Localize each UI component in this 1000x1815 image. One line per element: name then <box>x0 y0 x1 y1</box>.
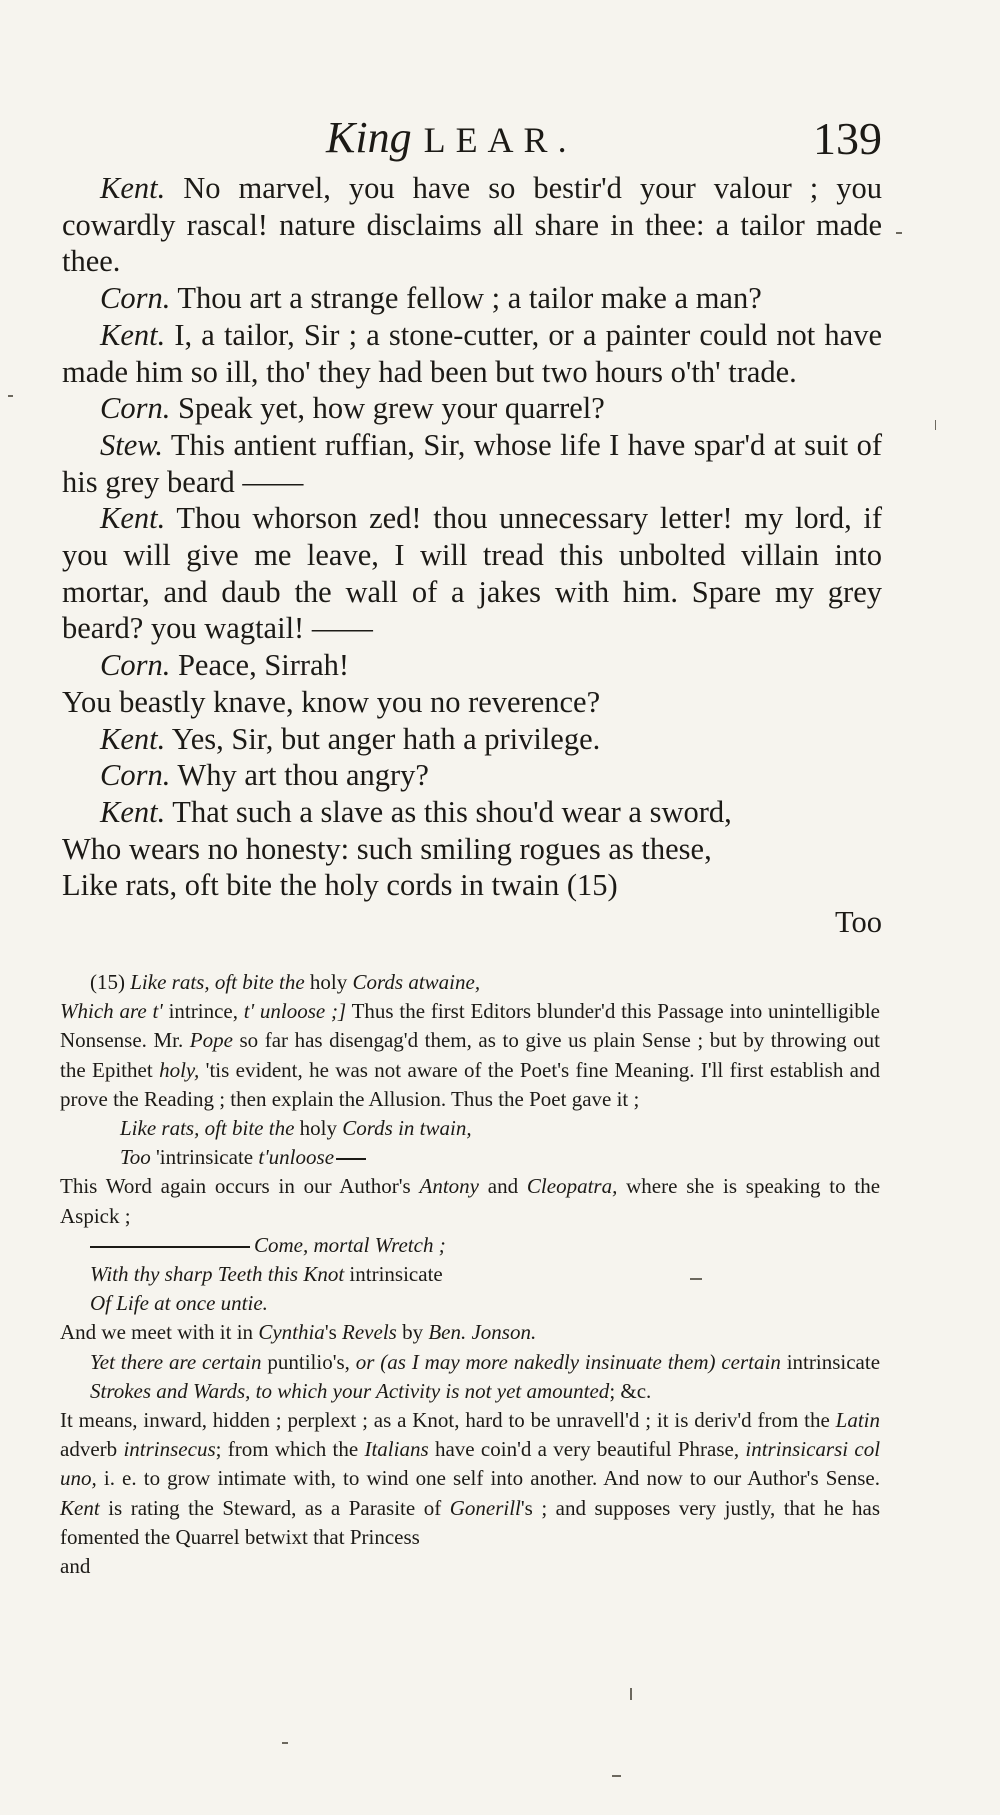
verse-line <box>62 684 882 721</box>
note-italic: Kent <box>60 1495 100 1520</box>
speaker: Corn. <box>100 391 171 426</box>
footnote <box>60 968 880 1581</box>
title-lear: LEAR. <box>423 120 577 160</box>
note-text: intrinsicate <box>349 1262 443 1287</box>
speech-line <box>62 427 882 500</box>
note-italic: Revels <box>342 1320 397 1345</box>
note-italic: Italians <box>364 1437 429 1462</box>
note-italic: Too <box>120 1145 151 1170</box>
verse-text: That such a slave as this shou'd wear a sword, <box>165 794 732 829</box>
speech-line <box>62 390 882 427</box>
note-number: (15) <box>90 970 125 994</box>
speech-text: This antient ruffian, Sir, whose life I have spar'd at suit of his grey beard —— <box>62 427 882 499</box>
title-king: King <box>326 113 412 162</box>
paper-speck <box>630 1688 632 1700</box>
speaker: Kent. <box>100 721 166 756</box>
note-paragraph <box>60 997 880 1114</box>
note-text: is rating the Steward, as a Parasite of <box>108 1495 442 1520</box>
note-text: Thus the first Editors blunder'd this Passage into unintelligible Nonsense. Mr. <box>60 999 880 1053</box>
note-italic: Strokes and Wards, to which your Activity is not yet amounted <box>90 1378 610 1403</box>
note-italic: Come, mortal Wretch ; <box>254 1232 446 1257</box>
note-text: have coin'd a very beautiful Phrase, <box>434 1437 740 1462</box>
note-italic: Latin <box>835 1408 880 1433</box>
note-text: intrinsicate <box>786 1349 881 1374</box>
note-paragraph <box>60 1406 880 1552</box>
note-text: 'tis evident, he was not aware of the Poet's fine Meaning. I'll first establish and prove the Reading ; then explain the Allusion. Thus the Poet gave it ; <box>60 1057 881 1111</box>
note-text: holy <box>299 1116 337 1141</box>
note-text: ; from which the <box>215 1437 359 1462</box>
quote-line <box>60 1231 880 1260</box>
note-italic: Yet there are certain <box>90 1349 262 1374</box>
quote-paragraph <box>60 1348 880 1406</box>
note-text: by <box>402 1320 424 1345</box>
speech-line <box>62 317 882 390</box>
speaker: Corn. <box>100 758 171 793</box>
speaker: Corn. <box>100 648 171 683</box>
note-italic: Pope <box>189 1028 233 1053</box>
verse-text: Like rats, oft bite the holy cords in twain (15) <box>62 868 618 903</box>
verse-line <box>62 867 882 904</box>
note-italic: intrinsicarsi col uno, <box>60 1437 881 1491</box>
catchword: Too <box>834 905 882 940</box>
speech-line <box>62 170 882 280</box>
note-italic: or (as I may more nakedly insinuate them) certain <box>355 1349 781 1374</box>
speech-text: Thou whorson zed! thou unnecessary letter! my lord, if you will give me leave, I will tread this unbolted villain into mortar, and daub the wall of a jakes with him. Spare my grey beard? you wagtail! —— <box>62 501 882 646</box>
note-italic: Antony <box>419 1174 479 1199</box>
running-title <box>326 112 577 163</box>
verse-line <box>62 757 882 794</box>
running-header <box>0 112 1000 172</box>
note-italic: Cords in twain, <box>342 1116 472 1141</box>
quote-line <box>60 1289 880 1318</box>
note-text: And we meet with it in <box>60 1320 254 1345</box>
note-text: i. e. to grow intimate with, to wind one self into another. And now to our Author's Sense. <box>103 1466 880 1491</box>
speaker: Kent. <box>100 794 166 829</box>
note-italic: holy, <box>159 1057 200 1082</box>
note-italic: Cleopatra, <box>526 1174 618 1199</box>
note-italic: t' unloose ;] <box>243 999 347 1024</box>
speech-line <box>62 500 882 647</box>
note-italic: Like rats, oft bite the <box>120 1116 295 1141</box>
note-text: intrince, <box>168 999 238 1024</box>
speaker: Kent. <box>100 501 166 536</box>
speaker: Corn. <box>100 281 171 316</box>
note-text: puntilio's, <box>267 1349 350 1374</box>
note-text: 'intrinsicate <box>156 1145 254 1170</box>
note-italic: Gonerill <box>449 1495 521 1520</box>
note-text: and <box>487 1174 519 1199</box>
speech-line <box>62 280 882 317</box>
verse-text: Yes, Sir, but anger hath a privilege. <box>165 721 601 756</box>
note-italic: Cynthia <box>258 1320 325 1345</box>
note-text: It means, inward, hidden ; perplext ; as a Knot, hard to be unravell'd ; it is deriv'd from the <box>60 1408 830 1433</box>
dash-rule <box>336 1158 366 1160</box>
play-text <box>62 170 882 941</box>
speech-text: No marvel, you have so bestir'd your valour ; you cowardly rascal! nature disclaims all share in thee: a tailor made thee. <box>62 171 882 279</box>
note-catchword: and <box>60 1554 91 1579</box>
paper-speck <box>690 1278 702 1280</box>
note-text: ; &c. <box>609 1378 652 1403</box>
verse-text: Why art thou angry? <box>170 758 429 793</box>
note-italic: intrinsecus <box>123 1437 216 1462</box>
verse-text: Who wears no honesty: such smiling rogues as these, <box>62 831 712 866</box>
paper-speck <box>8 395 13 397</box>
paper-speck <box>612 1775 621 1777</box>
note-text: adverb <box>60 1437 118 1462</box>
note-line <box>60 968 880 997</box>
note-italic: With thy sharp Teeth this Knot <box>90 1262 345 1287</box>
note-text: 's ; and supposes very justly, that he has fomented the Quarrel betwixt that Princess <box>60 1495 881 1549</box>
note-text: where she is speaking to the Aspick ; <box>60 1174 881 1228</box>
paper-speck <box>896 232 902 234</box>
speech-text: Peace, Sirrah! <box>170 648 350 683</box>
note-italic: Like rats, oft bite the <box>130 970 305 994</box>
note-paragraph <box>60 1318 880 1347</box>
speech-line <box>62 647 882 684</box>
speech-text: I, a tailor, Sir ; a stone-cutter, or a painter could not have made him so ill, tho' they had been but two hours o'th' trade. <box>62 317 882 389</box>
quote-line <box>60 1143 880 1172</box>
verse-line <box>62 794 882 831</box>
speaker: Kent. <box>100 317 166 352</box>
note-italic: Of Life at once untie. <box>90 1291 268 1316</box>
quote-line <box>60 1114 880 1143</box>
verse-line <box>62 721 882 758</box>
page-number: 139 <box>813 113 882 164</box>
paper-speck <box>935 420 936 430</box>
long-rule <box>90 1246 250 1248</box>
speaker: Stew. <box>100 427 163 462</box>
note-italic: Which are t' <box>60 999 163 1024</box>
speaker: Kent. <box>100 171 166 205</box>
note-text: holy <box>309 970 348 994</box>
note-text: so far has disengag'd them, as to give us plain Sense ; but by throwing out the Epithet <box>60 1028 880 1082</box>
speech-text: Speak yet, how grew your quarrel? <box>170 391 605 426</box>
note-text: 's <box>324 1320 337 1345</box>
paper-speck <box>282 1742 288 1744</box>
note-italic: t'unloose <box>258 1145 335 1170</box>
verse-line <box>62 831 882 868</box>
verse-text: You beastly knave, know you no reverence? <box>62 684 601 719</box>
note-italic: Ben. Jonson. <box>428 1320 537 1345</box>
speech-text: Thou art a strange fellow ; a tailor make a man? <box>170 281 762 316</box>
quote-line <box>60 1260 880 1289</box>
note-text: This Word again occurs in our Author's <box>60 1174 411 1199</box>
note-italic: Cords atwaine, <box>352 970 481 994</box>
note-paragraph <box>60 1172 880 1230</box>
